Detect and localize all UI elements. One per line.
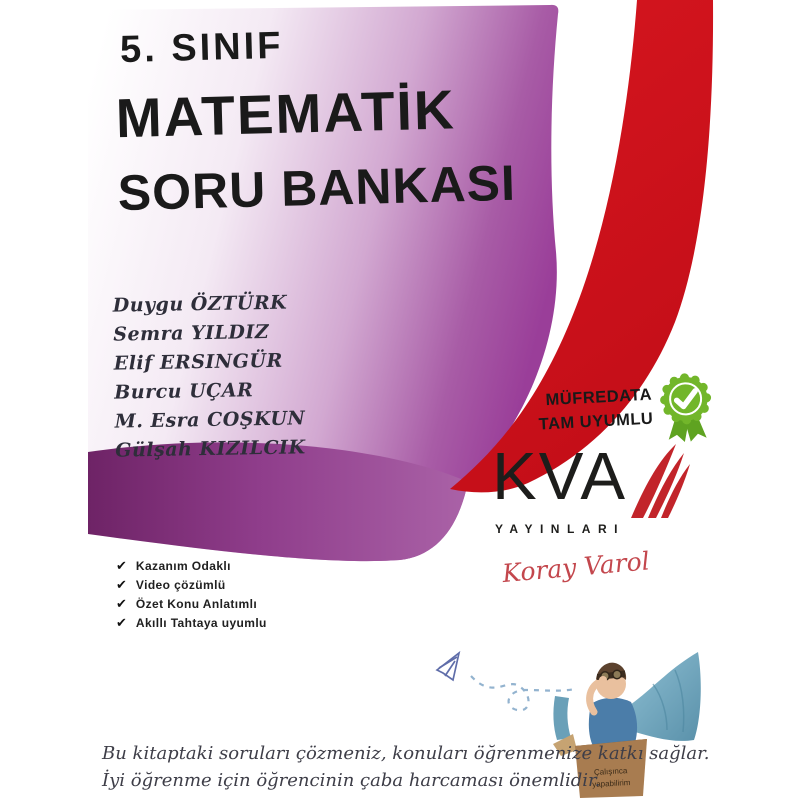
feature-item xyxy=(116,613,267,632)
footer-note xyxy=(102,740,710,794)
check-icon: ✔ xyxy=(116,576,127,592)
series-title: SORU BANKASI xyxy=(117,154,517,222)
check-icon: ✔ xyxy=(116,557,127,573)
rosette-check-icon xyxy=(656,371,716,444)
tshirt xyxy=(589,698,637,746)
badge-line2: TAM UYUMLU xyxy=(538,409,654,434)
founder-signature: Koray Varol xyxy=(501,546,651,589)
author-name: Duygu ÖZTÜRK xyxy=(112,291,288,317)
child-figure xyxy=(589,663,637,746)
feature-label: Video çözümlü xyxy=(135,577,226,592)
hand xyxy=(599,676,607,684)
feature-label: Özet Konu Anlatımlı xyxy=(135,596,258,611)
grade-title: 5. SINIF xyxy=(119,24,284,72)
check-icon: ✔ xyxy=(116,595,127,611)
feature-item xyxy=(116,594,267,613)
author-name: Semra YILDIZ xyxy=(113,320,270,346)
paper-airplane-doodle xyxy=(437,653,459,680)
author-name: Gülşah KIZILCIK xyxy=(115,436,306,462)
author-list xyxy=(112,288,306,465)
publisher-logo xyxy=(492,439,712,589)
author-name: Elif ERSINGÜR xyxy=(113,349,283,375)
author-name: M. Esra COŞKUN xyxy=(114,407,306,433)
feature-label: Akıllı Tahtaya uyumlu xyxy=(135,615,267,630)
feature-item xyxy=(116,575,267,594)
feature-item xyxy=(116,556,267,575)
author-name: Burcu UÇAR xyxy=(114,379,254,404)
feature-checklist xyxy=(116,556,267,632)
footer-line2: İyi öğrenme için öğrencinin çaba harcaması önemlidir. xyxy=(102,770,601,791)
feature-label: Kazanım Odaklı xyxy=(135,558,231,573)
subject-title: MATEMATİK xyxy=(115,78,457,150)
book-pages-icon xyxy=(631,442,691,520)
publisher-wordmark: KVA xyxy=(492,439,628,514)
box-slogan-line1: Çalışınca xyxy=(593,766,628,777)
scarf xyxy=(553,696,571,740)
check-icon: ✔ xyxy=(116,614,127,630)
badge-line1: MÜFREDATA xyxy=(545,385,653,410)
title-block xyxy=(114,19,517,222)
curriculum-compliance-badge xyxy=(536,365,715,450)
badge-text xyxy=(537,383,654,437)
box-slogan-line2: yapabilirim xyxy=(591,777,631,789)
footer-line1: Bu kitaptaki soruları çözmeniz, konuları öğrenmenize katkı sağlar. xyxy=(102,743,710,764)
publisher-subtitle: YAYINLARI xyxy=(495,522,625,536)
